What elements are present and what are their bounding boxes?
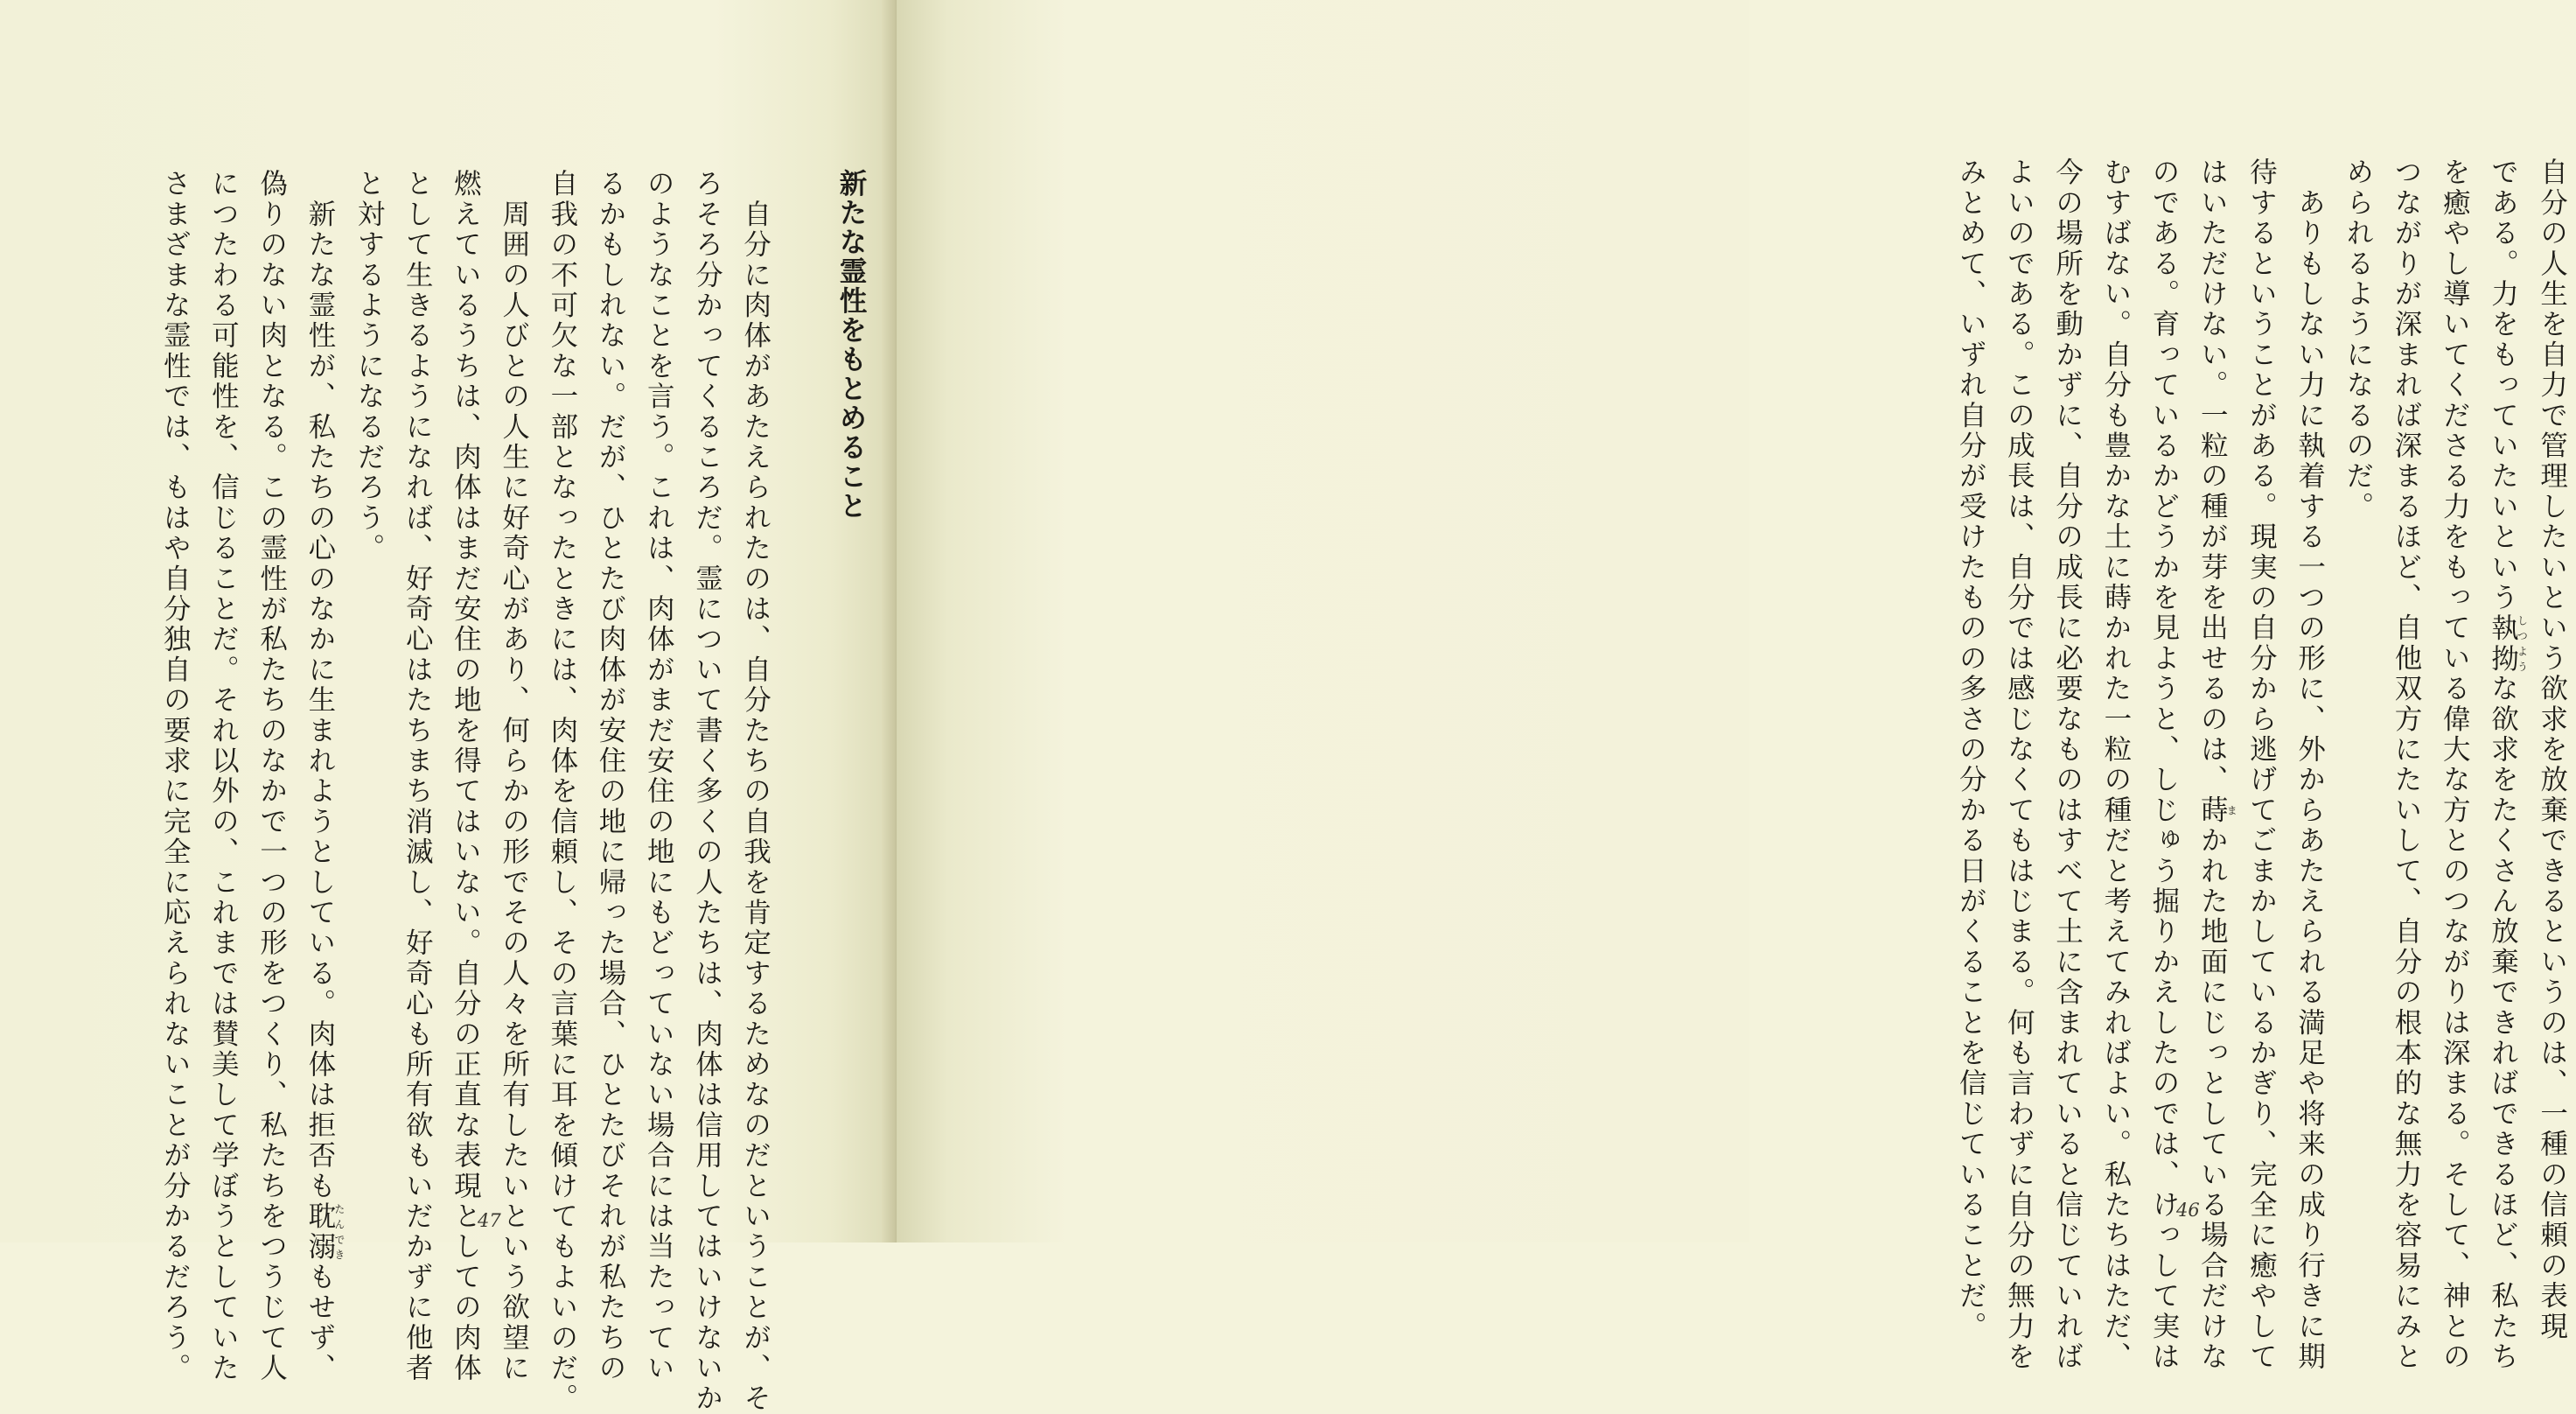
ruby-reading: ま	[2225, 794, 2238, 826]
text-line: むすばない。自分も豊かな土に蒔かれた一粒の種だと考えてみればよい。私たちはただ、	[2099, 158, 2132, 1372]
text-segment: もせず、	[304, 1262, 336, 1384]
ruby-reading: たんでき	[332, 1200, 346, 1263]
text-line: のである。育っているかどうかを見ようと、しじゅう掘りかえしたのでは、けっして実は	[2148, 158, 2181, 1372]
text-segment: である。力をもっていたいという	[2487, 158, 2519, 613]
text-segment: はいただけない。一粒の種が芽を出せるのは、	[2196, 158, 2229, 795]
page-number: 46	[2176, 1200, 2200, 1221]
text-line: 自我の不可欠な一部となったときには、肉体を信頼し、その言葉に耳を傾けてもよいのだ。	[546, 169, 578, 1414]
text-line: 今の場所を動かずに、自分の成長に必要なものはすべて土に含まれていると信じていれば	[2051, 158, 2084, 1372]
text-segment: 新たな霊性が、私たちの心のなかに生まれようとしている。肉体は拒否も	[304, 169, 336, 1201]
ruby-reading: しつよう	[2516, 612, 2529, 674]
text-line: 待するということがある。現実の自分から逃げてごまかしているかぎり、完全に癒やして	[2245, 158, 2278, 1372]
text-line: につたわる可能性を、信じることだ。それ以外の、これまでは賛美して学ぼうとしていた	[207, 169, 240, 1383]
text-line: 周囲の人びとの人生に好奇心があり、何らかの形でその人々を所有したいという欲望に	[498, 169, 530, 1383]
text-line: められるようになるのだ。	[2342, 158, 2374, 522]
section-heading: 新たな霊性をもとめること	[835, 169, 869, 521]
left-page	[0, 0, 892, 1414]
blank-line	[779, 169, 827, 1149]
text-line: ありもしない力に執着する一つの形に、外からあたえられる満足や将来の成り行きに期	[2293, 158, 2326, 1372]
text-line: みとめて、いずれ自分が受けたものの多さの分かる日がくることを信じていることだ。	[1955, 158, 1987, 1342]
text-line: るかもしれない。だが、ひとたび肉体が安住の地に帰った場合、ひとたびそれが私たちの	[595, 169, 627, 1383]
text-line: つながりが深まれば深まるほど、自他双方にたいして、自分の根本的な無力を容易にみと	[2391, 158, 2423, 1372]
text-line: さまざまな霊性では、もはや自分独自の要求に完全に応えられないことが分かるだろう。	[159, 169, 192, 1383]
page-number: 47	[478, 1210, 501, 1231]
ruby-base: 蒔	[2196, 794, 2229, 826]
ruby-word	[304, 1200, 346, 1263]
text-line-with-ruby	[2478, 158, 2529, 1373]
text-segment: な欲求をたくさん放棄できればできるほど、私たち	[2487, 673, 2519, 1373]
text-line: として生きるようになれば、好奇心はたちまち消滅し、好奇心も所有欲もいだかずに他者	[401, 169, 434, 1383]
text-segment: かれた地面にじっとしている場合だけな	[2196, 825, 2229, 1373]
ruby-word	[2487, 612, 2529, 674]
text-line: ろそろ分かってくるころだ。霊について書く多くの人たちは、肉体は信用してはいけないか	[691, 169, 723, 1414]
text-line: 自分に肉体があたえられたのは、自分たちの自我を肯定するためなのだということが、そ	[739, 169, 771, 1414]
ruby-base: 耽溺	[304, 1200, 336, 1263]
right-page	[897, 0, 2568, 1373]
text-line: のようなことを言う。これは、肉体がまだ安住の地にもどっていない場合には当たってい	[643, 169, 675, 1383]
text-line: よいのである。この成長は、自分では感じなくてもはじまる。何も言わずに自分の無力を	[2003, 158, 2035, 1372]
text-line: を癒やし導いてくださる力をもっている偉大な方とのつながりは深まる。そして、神との	[2439, 158, 2471, 1372]
ruby-word	[2196, 794, 2238, 826]
text-line: 偽りのない肉となる。この霊性が私たちのなかで一つの形をつくり、私たちをつうじて人	[255, 169, 288, 1383]
text-line: 自分の人生を自力で管理したいという欲求を放棄できるというのは、一種の信頼の表現	[2536, 158, 2568, 1342]
text-line: と対するようになるだろう。	[353, 169, 386, 564]
text-line-with-ruby	[296, 169, 346, 1384]
text-line: 燃えているうちは、肉体はまだ安住の地を得てはいない。自分の正直な表現としての肉体	[450, 169, 482, 1383]
ruby-base: 執拗	[2487, 612, 2519, 674]
